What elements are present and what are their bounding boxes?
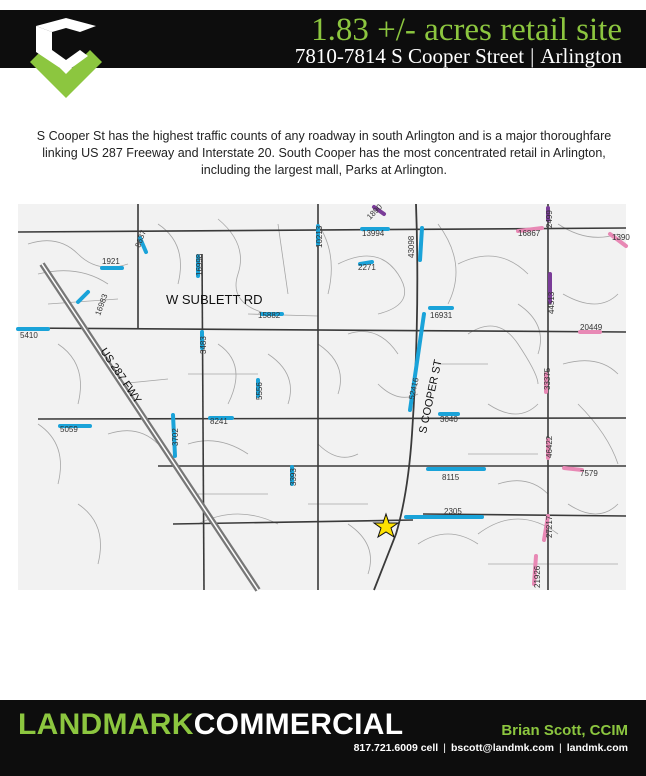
brand-part-landmark: LANDMARK — [18, 708, 194, 741]
traffic-count-label: 2499 — [545, 210, 554, 228]
road-label-freeway: US 287 FWY — [97, 345, 144, 406]
traffic-count-segment — [78, 292, 88, 302]
map-canvas — [18, 202, 630, 590]
brand-part-commercial: COMMERCIAL — [193, 708, 404, 741]
traffic-count-label: 1390 — [612, 233, 630, 242]
traffic-count-label: 8115 — [442, 473, 460, 482]
brand-logo — [18, 708, 403, 742]
landmark-chevron-logo-icon — [26, 14, 106, 104]
website-link[interactable]: landmk.com — [566, 742, 628, 754]
traffic-count-label: 10213 — [315, 225, 324, 248]
road-label-sublett: W SUBLETT RD — [166, 292, 263, 307]
traffic-count-label: 2305 — [444, 507, 462, 516]
traffic-count-label: 52416 — [407, 376, 421, 401]
traffic-count-label: 44513 — [547, 291, 556, 314]
traffic-count-label: 16931 — [430, 311, 453, 320]
traffic-count-label: 16998 — [195, 253, 204, 276]
footer — [0, 700, 646, 776]
site-description: S Cooper St has the highest traffic counts of any roadway in south Arlington and is a major thoroughfare linking US 287 Freeway and Interstate 20. South Cooper has the most concentrated retail in Arlington, including the largest mall, Parks at Arlington. — [36, 129, 612, 177]
traffic-count-label: 3483 — [199, 336, 208, 354]
traffic-count-label: 21926 — [533, 565, 542, 588]
traffic-count-label: 20449 — [580, 323, 603, 332]
contact-separator: | — [443, 742, 446, 754]
traffic-count-label: 16983 — [93, 292, 110, 317]
traffic-count-label: 15882 — [258, 311, 281, 320]
traffic-count-label: 1890 — [365, 202, 384, 222]
contact-info — [354, 742, 628, 754]
traffic-count-label: 3702 — [171, 428, 180, 446]
traffic-count-label: 43098 — [407, 235, 416, 258]
road-label-cooper: S COOPER ST — [417, 358, 445, 435]
address-separator: | — [530, 44, 535, 68]
traffic-count-label: 7579 — [580, 469, 598, 478]
traffic-count-label: 27217 — [545, 515, 554, 538]
traffic-count-label: 46422 — [545, 435, 554, 458]
traffic-count-label: 8241 — [210, 417, 228, 426]
traffic-count-map[interactable] — [18, 202, 630, 590]
traffic-count-label: 3393 — [289, 468, 298, 486]
traffic-count-label: 2271 — [358, 263, 376, 272]
traffic-count-label: 5556 — [255, 382, 264, 400]
street-address: 7810-7814 S Cooper Street — [294, 44, 525, 68]
traffic-count-label: 8637 — [133, 228, 148, 249]
phone-number[interactable]: 817.721.6009 cell — [353, 742, 439, 754]
traffic-count-labels — [20, 202, 630, 588]
header — [0, 0, 646, 110]
traffic-count-label: 13994 — [362, 229, 385, 238]
listing-address — [295, 45, 622, 67]
traffic-count-label: 5059 — [60, 425, 78, 434]
email-link[interactable]: bscott@landmk.com — [450, 742, 554, 754]
traffic-count-label: 33375 — [543, 367, 552, 390]
city-name: Arlington — [540, 44, 622, 68]
traffic-count-label: 16867 — [518, 229, 541, 238]
traffic-count-label: 1921 — [102, 257, 120, 266]
star-icon[interactable] — [374, 514, 398, 537]
traffic-count-segment — [420, 228, 422, 260]
traffic-count-label: 3040 — [440, 415, 458, 424]
agent-name: Brian Scott, CCIM — [501, 722, 628, 739]
listing-title: 1.83 +/- acres retail site — [311, 12, 622, 48]
contact-separator: | — [558, 742, 562, 754]
traffic-count-label: 5410 — [20, 331, 38, 340]
